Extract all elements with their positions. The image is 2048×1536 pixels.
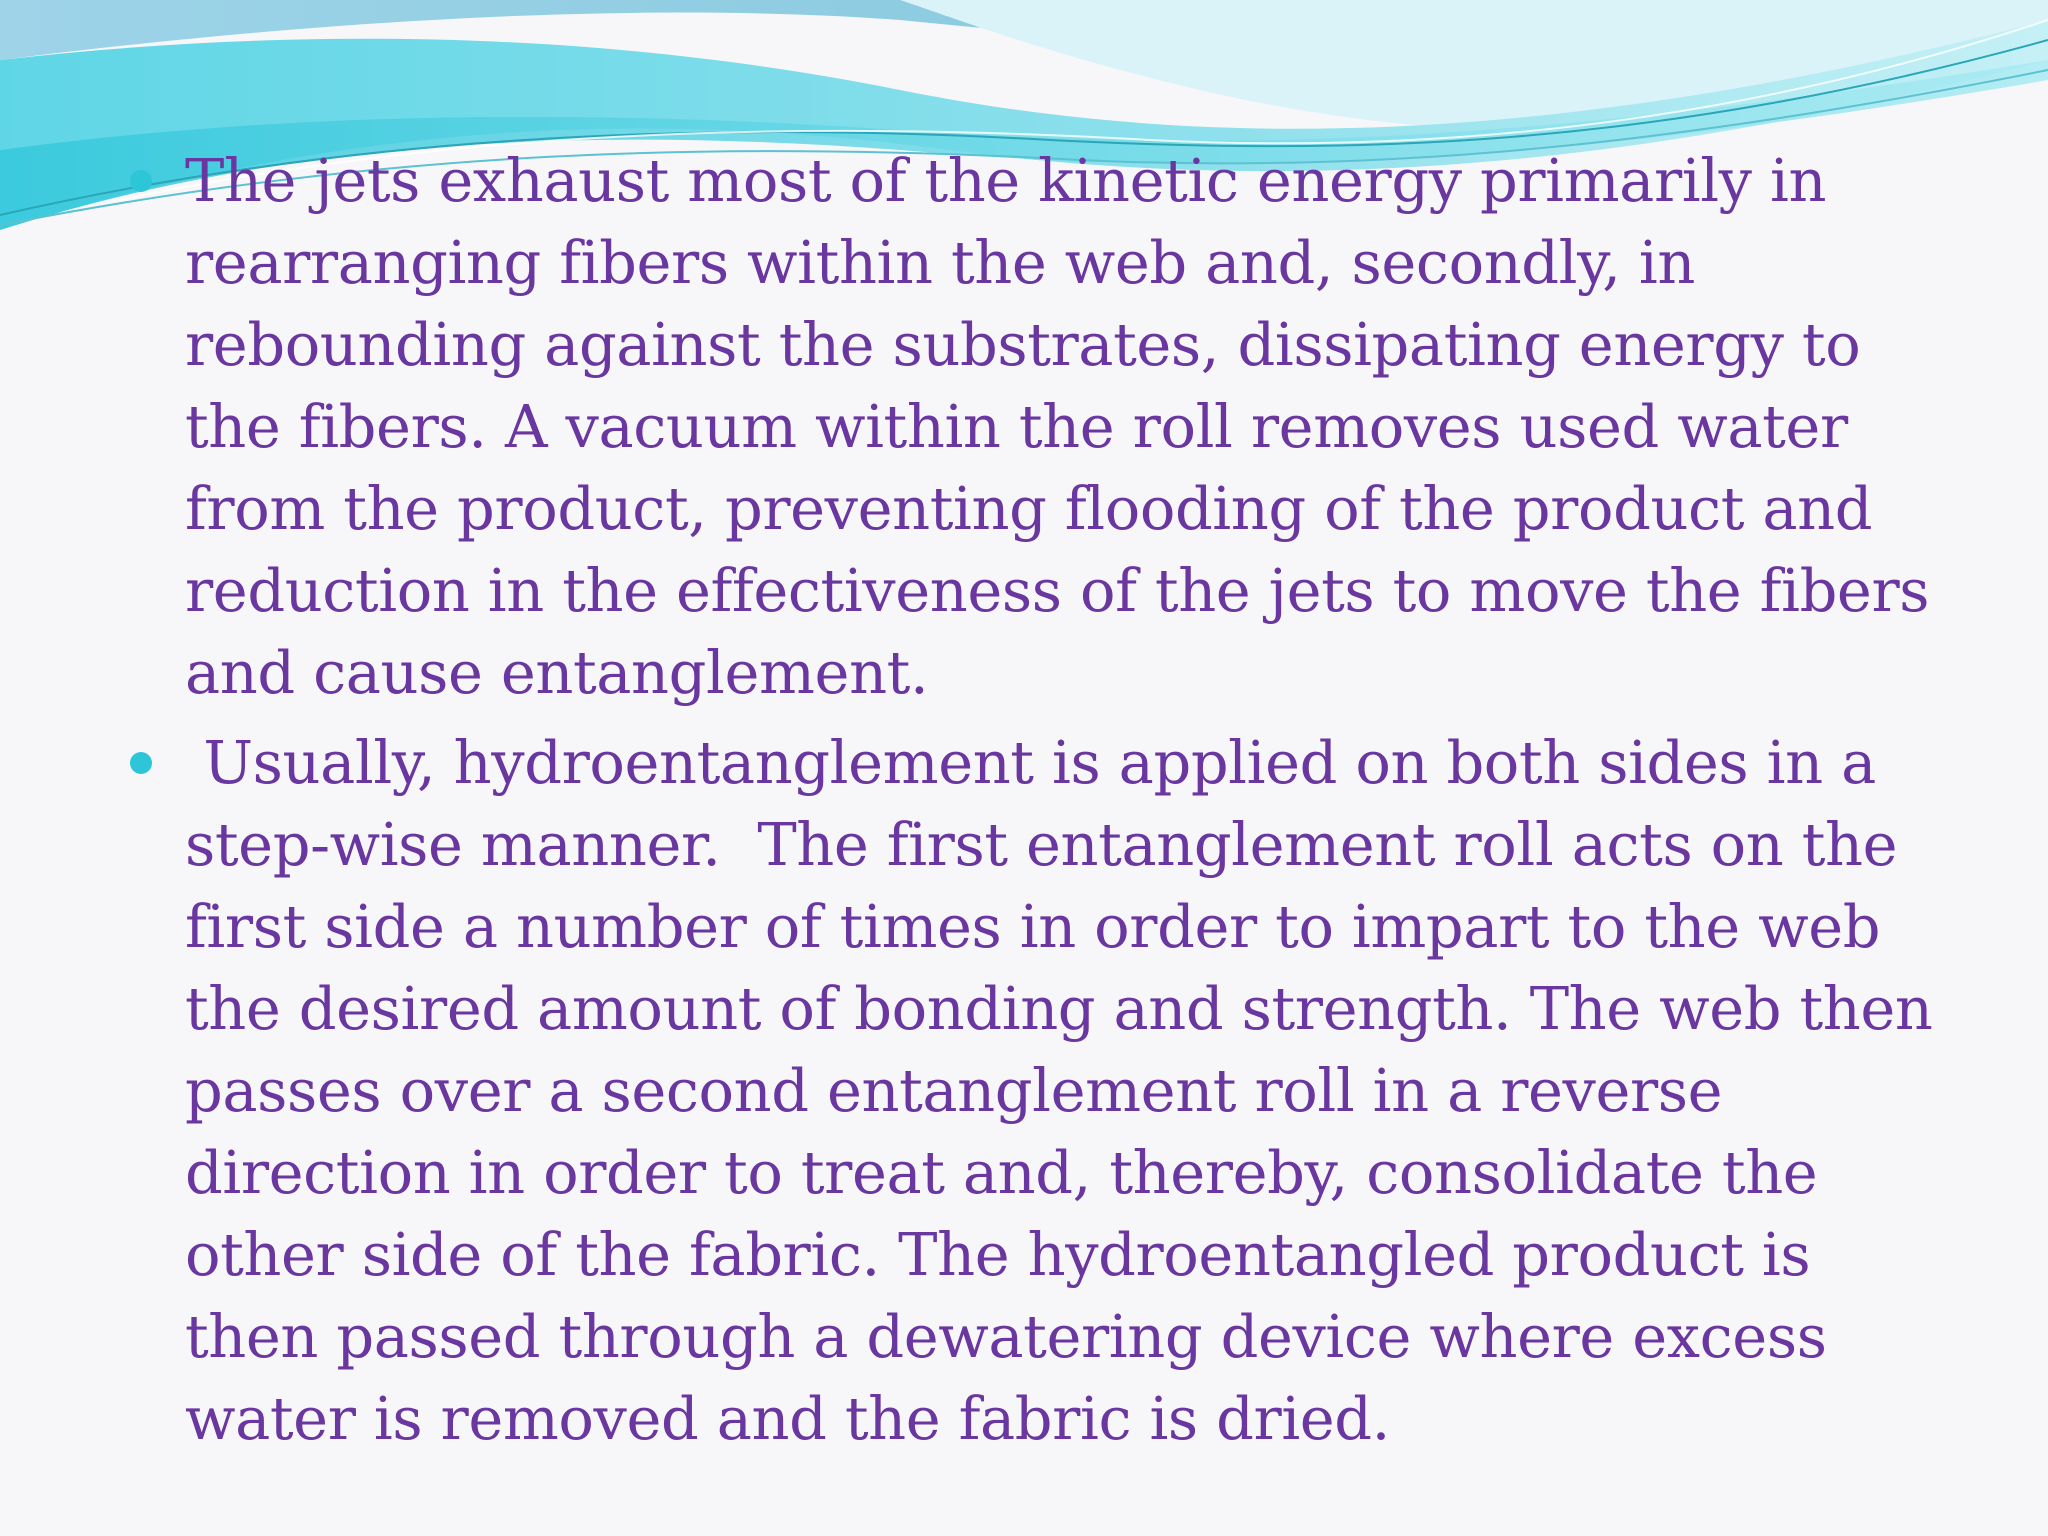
text-line: reduction in the effectiveness of the jets to move the fibers: [185, 556, 1930, 625]
text-line: step-wise manner. The first entanglement roll acts on the: [185, 810, 1898, 879]
text-line: other side of the fabric. The hydroentangled product is: [185, 1220, 1811, 1289]
text-line: Usually, hydroentanglement is applied on both sides in a: [185, 728, 1876, 797]
text-line: the desired amount of bonding and strength. The web then: [185, 974, 1933, 1043]
bullet-item: [0, 140, 2048, 714]
bullet-dot-icon: [130, 170, 152, 192]
bullet-dot-icon: [130, 752, 152, 774]
text-line: direction in order to treat and, thereby, consolidate the: [185, 1138, 1818, 1207]
text-line: rebounding against the substrates, dissipating energy to: [185, 310, 1861, 379]
text-line: passes over a second entanglement roll in a reverse: [185, 1056, 1723, 1125]
text-line: then passed through a dewatering device where excess: [185, 1302, 1827, 1371]
text-line: first side a number of times in order to impart to the web: [185, 892, 1881, 961]
bullet-list: [0, 140, 2048, 1460]
bullet-item: [0, 722, 2048, 1460]
text-line: and cause entanglement.: [185, 638, 929, 707]
text-line: water is removed and the fabric is dried.: [185, 1384, 1391, 1453]
text-line: rearranging fibers within the web and, secondly, in: [185, 228, 1695, 297]
text-line: from the product, preventing flooding of the product and: [185, 474, 1873, 543]
text-line: the fibers. A vacuum within the roll removes used water: [185, 392, 1848, 461]
text-line: The jets exhaust most of the kinetic energy primarily in: [185, 146, 1827, 215]
slide-content: [0, 140, 2048, 1460]
